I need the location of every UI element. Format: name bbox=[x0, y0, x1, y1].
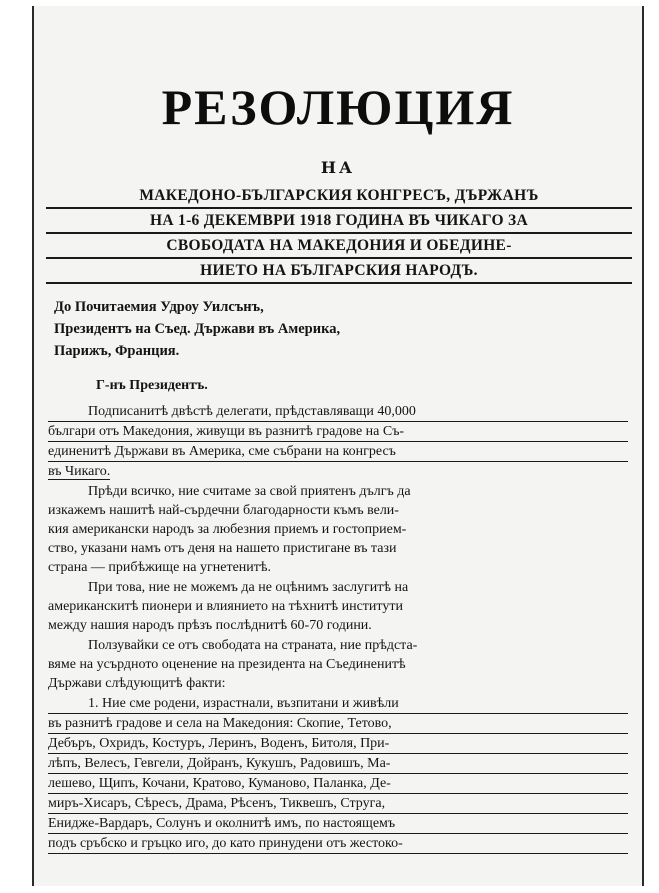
body-line: въ Чикаго. bbox=[48, 464, 111, 479]
heading-line: НИЕТО НА БЪЛГАРСКИЯ НАРОДЪ. bbox=[46, 259, 632, 284]
body-line: миръ-Хисаръ, Сѣресъ, Драма, Рѣсенъ, Тиквешъ, Струга, bbox=[48, 794, 628, 814]
body-line: между нашия народъ прѣзъ послѣднитѣ 60-70 години. bbox=[48, 618, 372, 633]
address-line: Парижъ, Франция. bbox=[54, 343, 180, 359]
body-line: Прѣди всичко, ние считаме за свой приятенъ дългъ да bbox=[88, 484, 411, 499]
body-line: лешево, Щипъ, Кочани, Кратово, Куманово, Паланка, Де- bbox=[48, 774, 628, 794]
body-line: При това, ние не можемъ да не оцѣнимъ заслугитѣ на bbox=[88, 580, 409, 595]
body-line: Държави слѣдующитѣ факти: bbox=[48, 676, 226, 691]
body-line: лѣпъ, Велесъ, Гевгели, Дойранъ, Кукушъ, Радовишъ, Ма- bbox=[48, 754, 628, 774]
address-block bbox=[48, 296, 340, 362]
address-line: До Почитаемия Удроу Уилсънъ, bbox=[54, 299, 264, 315]
document-title: РЕЗОЛЮЦИЯ bbox=[161, 79, 515, 135]
resolution-body bbox=[48, 402, 628, 854]
salutation: Г-нъ Президентъ. bbox=[96, 378, 208, 393]
body-line: подъ сръбско и гръцко иго, до като принудени отъ жестоко- bbox=[48, 834, 628, 854]
heading-line: НА 1-6 ДЕКЕМВРИ 1918 ГОДИНА ВЪ ЧИКАГО ЗА bbox=[46, 209, 632, 234]
body-line: 1. Ние сме родени, израстнали, възпитани и живѣли bbox=[48, 694, 628, 714]
document-page bbox=[32, 6, 644, 886]
body-line: Дебъръ, Охридъ, Костуръ, Леринъ, Воденъ, Битоля, При- bbox=[48, 734, 628, 754]
address-line: Президентъ на Съед. Държави въ Америка, bbox=[54, 321, 341, 337]
body-line: единенитѣ Държави въ Америка, сме събрани на конгресъ bbox=[48, 442, 628, 462]
congress-heading bbox=[46, 184, 632, 284]
heading-line: МАКЕДОНО-БЪЛГАРСКИЯ КОНГРЕСЪ, ДЪРЖАНЪ bbox=[46, 184, 632, 209]
body-line: вяме на усърдното оценение на президента на Съединенитѣ bbox=[48, 657, 406, 672]
body-line: ство, указани намъ отъ деня на нашето пристигане въ тази bbox=[48, 541, 397, 556]
subtitle-na: НА bbox=[320, 158, 356, 177]
body-line: Подписанитѣ двѣстѣ делегати, прѣдставляващи 40,000 bbox=[48, 402, 628, 422]
heading-line: СВОБОДАТА НА МАКЕДОНИЯ И ОБЕДИНЕ- bbox=[46, 234, 632, 259]
body-line: страна — прибѣжище на угнетенитѣ. bbox=[48, 560, 271, 575]
body-line: българи отъ Македония, живущи въ разнитѣ градове на Съ- bbox=[48, 422, 628, 442]
body-line: въ разнитѣ градове и села на Македония: Скопие, Тетово, bbox=[48, 714, 628, 734]
body-line: Енидже-Вардаръ, Солунъ и околнитѣ имъ, по настоящемъ bbox=[48, 814, 628, 834]
body-line: американскитѣ пионери и влиянието на тѣхнитѣ институти bbox=[48, 599, 403, 614]
body-line: изкажемъ нашитѣ най-сърдечни благодарности къмъ вели- bbox=[48, 503, 399, 518]
body-line: Ползувайки се отъ свободата на страната, ние прѣдста- bbox=[88, 638, 418, 653]
body-line: кия американски народъ за любезния приемъ и гостоприем- bbox=[48, 522, 407, 537]
